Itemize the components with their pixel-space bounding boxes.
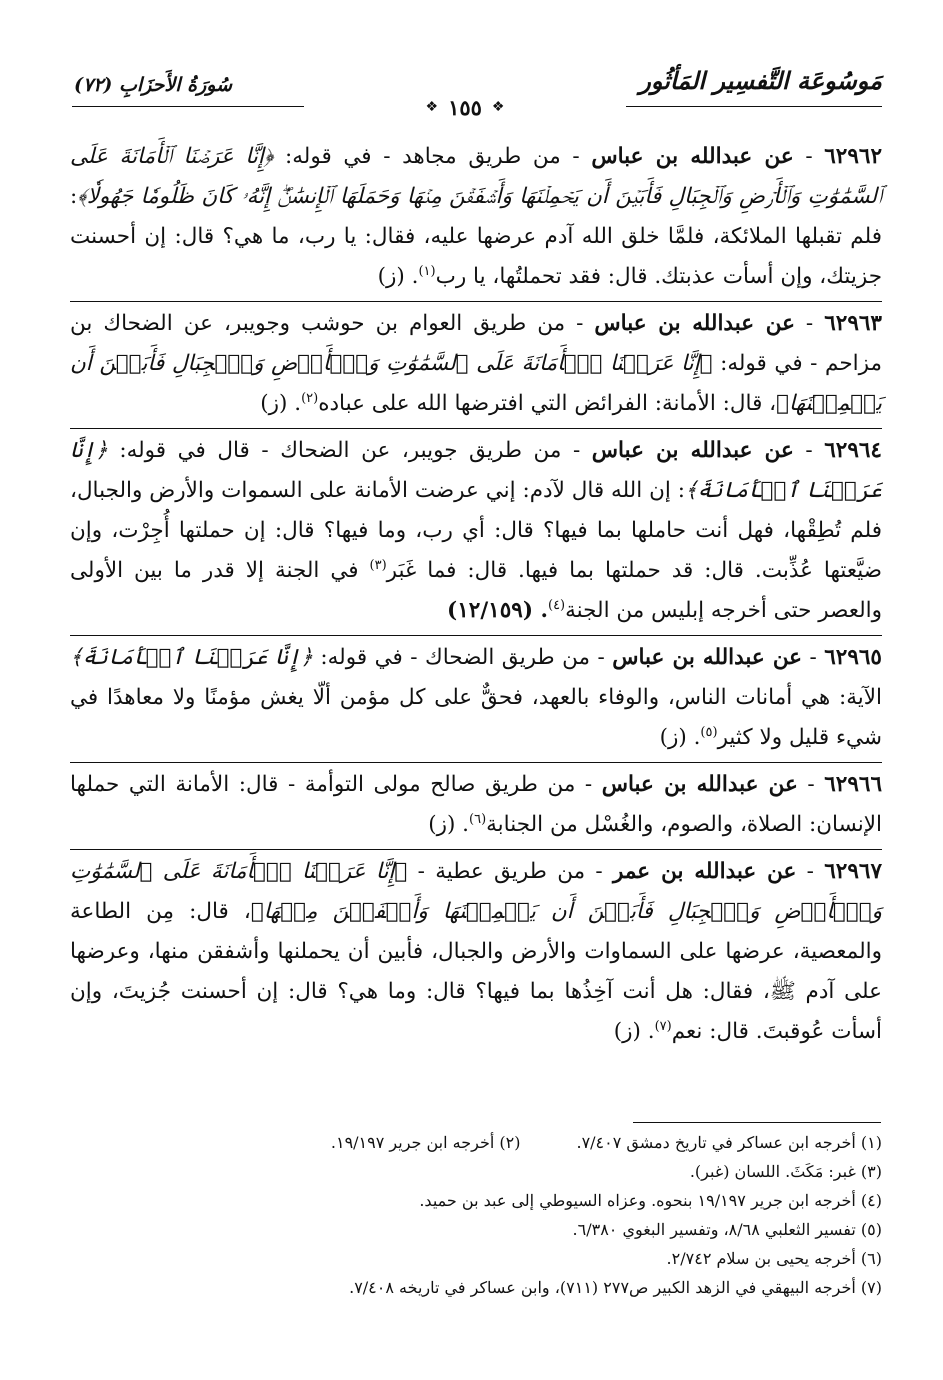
narrator-name: عن عبدالله بن عباس xyxy=(591,438,794,463)
footnote-ref[interactable]: (٧) xyxy=(654,1018,672,1034)
narration-number: ٦٢٩٦٦ xyxy=(824,772,882,797)
book-title: مَوسُوعَة التَّفسِير المَأثُور xyxy=(639,66,882,95)
ornament-icon: ❖ xyxy=(425,99,439,115)
narration-text: الآية: هي أمانات الناس، والوفاء بالعهد، فحقٌّ على كل مؤمن ألّا يغش مؤمنًا ولا معاهدًا في شيء قليل ولا كثير xyxy=(70,685,882,750)
page-number-ornament xyxy=(315,94,615,120)
source-code: . (ز) xyxy=(377,264,419,289)
narration-entry xyxy=(70,428,882,635)
source-code: . (ز) xyxy=(613,1019,655,1044)
quran-verse: ﴿إِنَّا عَرَضۡنَا ٱلۡأَمَانَةَ﴾ xyxy=(70,645,313,670)
source-code: . (ز) xyxy=(260,391,302,416)
narration-text: ، قال: الأمانة: الفرائض التي افترضها الله على عباده xyxy=(318,391,777,416)
narrator-name: عن عبدالله بن عمر xyxy=(613,859,797,884)
narration-text: - من طريق جويبر، عن الضحاك - قال في قوله: xyxy=(107,438,581,463)
footnote-row xyxy=(70,1157,882,1186)
dash: - xyxy=(797,772,815,797)
footnote-ref[interactable]: (٢) xyxy=(301,390,319,406)
narrator-name: عن عبدالله بن عباس xyxy=(601,772,798,797)
footnote-ref[interactable]: (١) xyxy=(418,263,436,279)
footnote-row xyxy=(70,1128,882,1157)
narration-text: : إن الله قال لآدم: إني عرضت الأمانة على السموات والأرض والجبال، فلم تُطِقْها، فهل أنت حاملها بما فيها؟ قال: أي رب، وما فيها؟ قال: إن حملتها أُجِرْت، وإن ضيَّعتها عُذِّبت. قال: قد حملتها بما فيها. قال: فما غَبَر xyxy=(70,478,882,583)
footnote-item: (٥) تفسير الثعلبي ٨/٦٨، وتفسير البغوي ٦/٣٨٠. xyxy=(572,1220,882,1239)
narration-number: ٦٢٩٦٢ xyxy=(824,144,882,169)
narration-text: في الجنة إلا قدر ما بين الأولى والعصر حتى أخرجه إبليس من الجنة xyxy=(70,558,882,623)
narration-text: - من طريق عطية - xyxy=(407,859,603,884)
footnote-item: (٣) غبر: مَكَثَ. اللسان (غبر). xyxy=(689,1162,882,1181)
footnote-row xyxy=(70,1215,882,1244)
narration-entry xyxy=(70,137,882,301)
narration-text: - من طريق صالح مولى التوأمة - قال: الأمانة التي حملها الإنسان: الصلاة، والصوم، والغُسْل من الجنابة xyxy=(70,772,882,837)
dash: - xyxy=(793,438,813,463)
footnote-ref[interactable]: (٣) xyxy=(369,557,387,573)
footnote-item: (٤) أخرجه ابن جرير ١٩/١٩٧ بنحوه. وعزاه السيوطي إلى عبد بن حميد. xyxy=(419,1191,882,1210)
narration-number: ٦٢٩٦٧ xyxy=(824,859,882,884)
narration-text: - من طريق العوام بن حوشب وجويبر، عن الضحاك بن مزاحم - في قوله: xyxy=(70,311,882,376)
footnote-row xyxy=(70,1186,882,1215)
footnote-item: (٧) أخرجه البيهقي في الزهد الكبير ص٢٧٧ (٧١١)، وابن عساكر في تاريخه ٧/٤٠٨. xyxy=(349,1278,882,1297)
footnote-ref[interactable]: (٦) xyxy=(469,811,487,827)
source-code: . (ز) xyxy=(428,812,470,837)
quran-verse: ﴿إِنَّا عَرَضۡنَا ٱلۡأَمَانَةَ عَلَى ٱلسَّمَٰوَٰتِ وَٱلۡأَرۡضِ وَٱلۡجِبَالِ فَأَبَيۡنَ أَن يَحۡمِلۡنَهَا﴾ xyxy=(70,351,882,416)
page-number: ١٥٥ xyxy=(448,94,482,120)
dash: - xyxy=(794,311,814,336)
dash: - xyxy=(796,859,814,884)
footnote-item: (٢) أخرجه ابن جرير ١٩/١٩٧. xyxy=(330,1133,521,1152)
narration-text: - من طريق الضحاك - في قوله: xyxy=(312,645,605,670)
narration-text: - من طريق مجاهد - في قوله: xyxy=(273,144,580,169)
footnote-item: (١) أخرجه ابن عساكر في تاريخ دمشق ٧/٤٠٧. xyxy=(576,1133,882,1152)
narration-entry xyxy=(70,762,882,849)
footnote-ref[interactable]: (٤) xyxy=(547,597,566,613)
source-code: . (ز) xyxy=(659,725,701,750)
narration-entry xyxy=(70,301,882,428)
narrator-name: عن عبدالله بن عباس xyxy=(594,311,795,336)
narration-number: ٦٢٩٦٣ xyxy=(824,311,882,336)
source-code: . (١٢/١٥٩) xyxy=(447,598,548,623)
footnotes xyxy=(70,1128,882,1302)
narrator-name: عن عبدالله بن عباس xyxy=(591,144,794,169)
header-rule-right xyxy=(626,106,882,107)
narration-number: ٦٢٩٦٤ xyxy=(824,438,882,463)
narrations-body xyxy=(70,137,882,1056)
dash: - xyxy=(793,144,813,169)
narration-entry xyxy=(70,635,882,762)
footnote-separator xyxy=(633,1122,881,1123)
surah-title: سُورَةُ الأَحزَابِ (٧٢) xyxy=(74,74,233,96)
narration-number: ٦٢٩٦٥ xyxy=(824,645,882,670)
narration-text: : فلم تقبلها الملائكة، فلمَّا خلق الله آدم عرضها عليه، فقال: يا رب، ما هي؟ قال: إن أحسنت جزيتك، وإن أسأت عذبتك. قال: فقد تحملتُها، يا رب xyxy=(70,184,882,289)
dash: - xyxy=(802,645,817,670)
narrator-name: عن عبدالله بن عباس xyxy=(612,645,803,670)
footnote-item: (٦) أخرجه يحيى بن سلام ٢/٧٤٢. xyxy=(666,1249,882,1268)
quran-verse: ﴿إِنَّا عَرَضۡنَا ٱلۡأَمَانَةَ﴾ xyxy=(70,438,882,503)
quran-verse: ﴿إِنَّا عَرَضۡنَا ٱلۡأَمَانَةَ عَلَى ٱلسَّمَٰوَٰتِ وَٱلۡأَرۡضِ وَٱلۡجِبَالِ فَأَبَيۡنَ أَن يَحۡمِلۡنَهَا وَأَشۡفَقۡنَ مِنۡهَا وَحَمَلَهَا ٱلۡإِنسَٰنُۖ إِنَّهُۥ كَانَ ظَلُومٗا جَهُولٗا﴾ xyxy=(70,144,882,209)
page-header xyxy=(70,62,882,122)
ornament-icon: ❖ xyxy=(491,99,505,115)
narration-text: ، قال: مِن الطاعة والمعصية، عرضها على السماوات والأرض والجبال، فأبين أن يحملنها وأشفقن منها، وعرضها على آدم ﷺ، فقال: هل أنت آخِذُها بما فيها؟ قال: وما هي؟ قال: إن أحسنت جُزيتَ، وإن أسأت عُوقبتَ. قال: نعم xyxy=(70,899,882,1044)
footnote-row xyxy=(70,1273,882,1302)
header-rule-left xyxy=(72,106,304,107)
footnote-ref[interactable]: (٥) xyxy=(700,724,718,740)
narration-entry xyxy=(70,849,882,1056)
footnote-row xyxy=(70,1244,882,1273)
quran-verse: ﴿إِنَّا عَرَضۡنَا ٱلۡأَمَانَةَ عَلَى ٱلسَّمَٰوَٰتِ وَٱلۡأَرۡضِ وَٱلۡجِبَالِ فَأَبَيۡنَ أَن يَحۡمِلۡنَهَا وَأَشۡفَقۡنَ مِنۡهَا﴾ xyxy=(70,859,882,924)
